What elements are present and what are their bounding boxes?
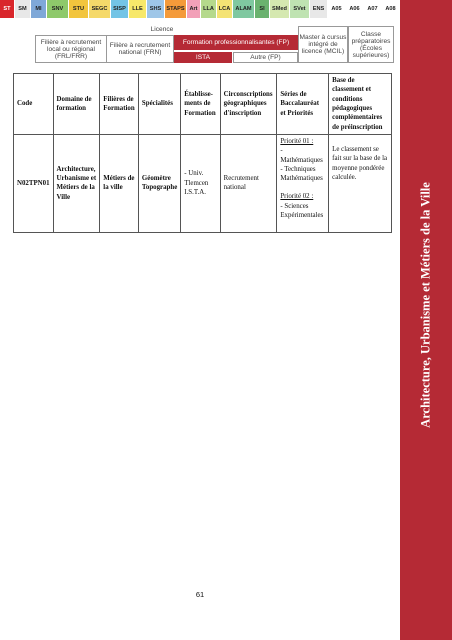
cell-circonscription: Recrutement national (220, 134, 277, 232)
classe-prepa-box: Classe préparatoires (Écoles supérieures) (348, 26, 394, 63)
mcil-box: Master à cursus intégré de licence (MCIL) (298, 26, 348, 63)
header-domaine: Domaine de formation (53, 74, 100, 135)
tab-a05[interactable]: A05 (328, 0, 346, 18)
frl-frr-box: Filière à recrutement local ou régional (FRL/FRR) (35, 35, 107, 63)
tab-art[interactable]: Art (187, 0, 201, 18)
tab-segc[interactable]: SEGC (89, 0, 111, 18)
cell-code: N02TPN01 (14, 134, 54, 232)
fp-header: Formation professionnalisantes (FP) (174, 35, 298, 50)
priority-2-title: Priorité 02 : (280, 193, 314, 201)
table-header-row (14, 74, 392, 135)
cell-base: Le classement se fait sur la base de la moyenne pondérée calculée. (329, 134, 392, 232)
tab-alam[interactable]: ALAM (233, 0, 255, 18)
tab-stu[interactable]: STU (69, 0, 89, 18)
tab-sm[interactable]: SM (15, 0, 31, 18)
frn-box: Filière à recrutement national (FRN) (106, 35, 174, 63)
tab-lca[interactable]: LCA (217, 0, 233, 18)
header-circonscriptions: Circonscriptions géographiques d'inscription (220, 74, 277, 135)
tab-mi[interactable]: MI (31, 0, 47, 18)
autre-fp-box: Autre (FP) (233, 52, 298, 63)
header-specialites: Spécialités (138, 74, 180, 135)
header-etablissements: Établisse-ments de Formation (181, 74, 220, 135)
header-filieres: Filières de Formation (100, 74, 139, 135)
tab-st[interactable]: ST (0, 0, 15, 18)
tab-ens[interactable]: ENS (310, 0, 328, 18)
tab-lla[interactable]: LLA (201, 0, 217, 18)
priority-2-sciences: - Sciences Expérimentales (280, 202, 324, 220)
header-code: Code (14, 74, 54, 135)
licence-title: Licence (150, 26, 174, 33)
discipline-tab-bar (0, 0, 400, 18)
cell-domaine: Architecture, Urbanisme et Métiers de la Ville (53, 134, 100, 232)
tab-shs[interactable]: SHS (147, 0, 165, 18)
priority-1-tech: - Techniques Mathématiques (280, 165, 323, 183)
tab-sisp[interactable]: SISP (111, 0, 129, 18)
tab-smed[interactable]: SMed (270, 0, 290, 18)
table-row (14, 134, 392, 232)
header-base: Base de classement et conditions pédagogiques complémentaires de préinscription (329, 74, 392, 135)
formation-table (13, 73, 392, 233)
etab-ista: I.S.T.A. (184, 189, 206, 197)
cell-series (277, 134, 329, 232)
tab-si[interactable]: SI (255, 0, 270, 18)
ista-box: ISTA (174, 52, 232, 63)
tab-a06[interactable]: A06 (346, 0, 364, 18)
tab-snv[interactable]: SNV (47, 0, 69, 18)
tab-a08[interactable]: A08 (382, 0, 400, 18)
header-series: Séries de Baccalauréat et Priorités (277, 74, 329, 135)
sidebar-title: Architecture, Urbanisme et Métiers de la Ville (418, 182, 433, 428)
priority-1-math: - Mathématiques (280, 147, 323, 164)
cell-filiere: Métiers de la ville (100, 134, 139, 232)
tab-staps[interactable]: STAPS (165, 0, 187, 18)
page-number: 61 (195, 590, 205, 599)
etab-univ: - Univ. Tlemcen (184, 170, 209, 187)
cell-etablissements (181, 134, 220, 232)
tab-a07[interactable]: A07 (364, 0, 382, 18)
priority-1-title: Priorité 01 : (280, 137, 314, 145)
tab-lle[interactable]: LLE (129, 0, 147, 18)
cell-specialite: Géomètre Topographe (138, 134, 180, 232)
tab-svet[interactable]: SVet (290, 0, 310, 18)
